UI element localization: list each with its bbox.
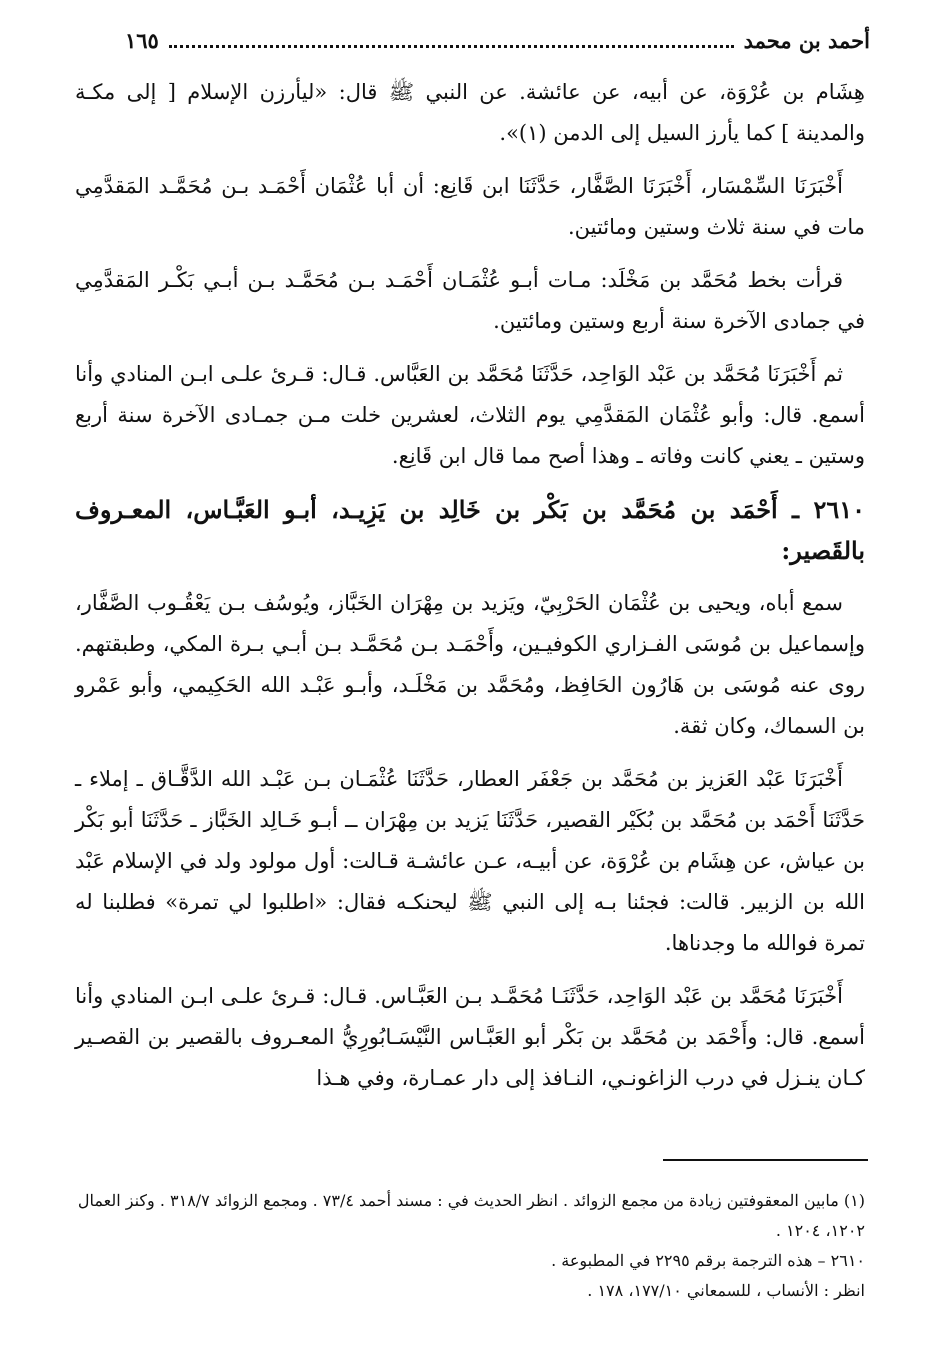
- entry-heading: ٢٦١٠ ـ أَحْمَد بن مُحَمَّد بن بَكْر بن خَالِد بن يَزِيـد، أبـو العَبَّـاس، المعـروف بالقَصير:: [75, 495, 865, 565]
- paragraph: قرأت بخط مُحَمَّد بن مَخْلَد: مـات أبـو عُثْمَـان أَحْمَـد بـن مُحَمَّـد بـن أبـي بَكْـر المَقدَّمِي في جمادى الآخرة سنة أربع وستين ومائتين.: [75, 268, 865, 333]
- footnotes: [70, 1186, 865, 1306]
- footnote: (١) مابين المعقوفتين زيادة من مجمع الزوائد . انظر الحديث في : مسند أحمد ٧٣/٤ . ومجمع الزوائد ٣١٨/٧ . وكنز العمال ١٢٠٢، ١٢٠٤ .: [77, 1191, 865, 1240]
- running-title: أحمد بن محمد: [743, 28, 870, 53]
- page-number: ١٦٥: [125, 28, 159, 53]
- footnote: انظر : الأنساب ، للسمعاني ١٧٧/١٠، ١٧٨ .: [587, 1281, 865, 1300]
- paragraph: ثم أَخْبَرَنَا مُحَمَّد بن عَبْد الوَاحِد، حَدَّثَنَا مُحَمَّد بن العَبَّاس. قـال: قـرئ علـى ابـن المنادي وأنا أسمع. قال: وأبو عُثْمَان المَقدَّمِي يوم الثلاث، لعشرين خلت مـن جمـادى الآخرة سنة أربع وستين ـ يعني كانت وفاته ـ وهذا أصح مما قال ابن قَانِع.: [75, 362, 865, 468]
- paragraph: أَخْبَرَنَا مُحَمَّد بن عَبْد الوَاحِد، حَدَّثَنَـا مُحَمَّـد بـن العَبَّـاس. قـال: قـرئ علـى ابـن المنادي وأنا أسمع. قال: وأَحْمَد بن مُحَمَّد بن بَكْر أبو العَبَّـاس النَّيْسَـابُورِيُّ المعـروف بالقصير بن القصـير كـان ينـزل في درب الزاغونـي، النـافذ إلى دار عمـارة، وفي هـذا: [75, 984, 865, 1090]
- dot-leader: [169, 31, 734, 48]
- footnote: ٢٦١٠ – هذه الترجمة برقم ٢٢٩٥ في المطبوعة .: [551, 1251, 865, 1270]
- page-header: [125, 28, 870, 53]
- main-text: [75, 72, 865, 1111]
- paragraph: أَخْبَرَنَا عَبْد العَزيز بن مُحَمَّد بن جَعْفَر العطار، حَدَّثَنَا عُثْمَـان بـن عَبْـد الله الدَّقَّـاق ـ إملاء ـ حَدَّثَنَا أَحْمَد بن مُحَمَّد بن بُكَيْر القصير، حَدَّثَنَا يَزيد بن مِهْرَان ــ أبـو خَـالِد الخَبَّاز ـ حَدَّثَنَا أبو بَكْر بن عياش، عن هِشَام بن عُرْوَة، عن أبيـه، عـن عائشـة قـالت: أول مولود ولد في الإسلام عَبْد الله بن الزبير. قالت: فجئنا بـه إلى النبي ﷺ ليحنكـه فقال: «اطلبوا لي تمرة» فطلبنا له تمرة فوالله ما وجدناها.: [75, 767, 865, 955]
- paragraph: سمع أباه، ويحيى بن عُثْمَان الحَرْبِيّ، ويَزيد بن مِهْرَان الخَبَّاز، ويُوسُف بـن يَعْقُـوب الصَّفَّار، وإسماعيل بن مُوسَى الفـزاري الكوفيـين، وأَحْمَـد بـن مُحَمَّـد بـن أبـي بـرة المكي، وطبقتهم. روى عنه مُوسَى بن هَارُون الحَافِظ، ومُحَمَّد بن مَخْلَـد، وأبـو عَبْـد الله الحَكِيمي، وأبو عَمْرو بن السماك، وكان ثقة.: [75, 591, 865, 738]
- paragraph: أَخْبَرَنَا السِّمْسَار، أَخْبَرَنَا الصَّفَّار، حَدَّثَنَا ابن قَانِع: أن أبا عُثْمَان أَحْمَـد بـن مُحَمَّـد المَقدَّمِي مات في سنة ثلاث وستين ومائتين.: [75, 174, 865, 239]
- paragraph: هِشَام بن عُرْوَة، عن أبيه، عن عائشة. عن النبي ﷺ قال: «ليأرزن الإسلام [ إلى مكـة والمدينة ] كما يأرز السيل إلى الدمن (١)».: [75, 80, 865, 145]
- footnote-separator: [663, 1159, 868, 1161]
